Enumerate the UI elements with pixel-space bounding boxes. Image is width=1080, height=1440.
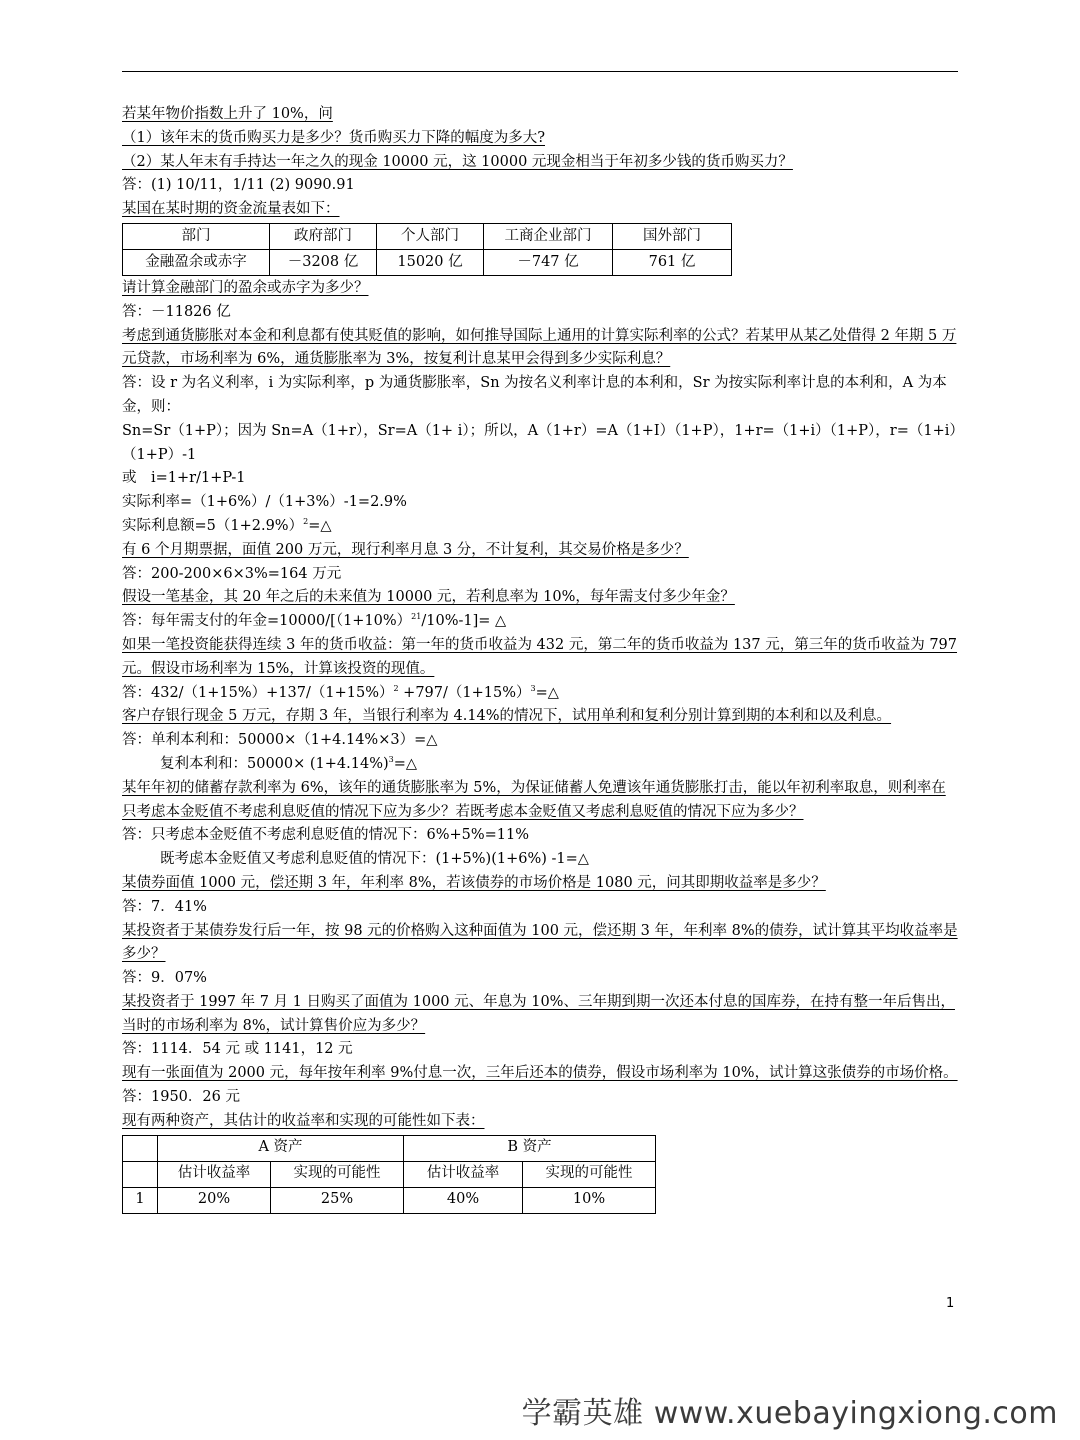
formula-part: +797/（1+15%） [398,684,531,701]
table-row [123,1187,656,1213]
table-header-cell: 估计收益率 [404,1161,523,1187]
answer-text: 答：1114．54 元 或 1141，12 元 [122,1041,353,1058]
question-text: 某投资者于某债券发行后一年，按 98 元的价格购入这种面值为 100 元，偿还期 3 年，年利率 8%的债券，试计算其平均收益率是多少？ [122,922,958,963]
formula-part: =△ [393,755,418,772]
formula-text: 或 i=1+r/1+P-1 [122,470,246,487]
table-header-cell: 部门 [123,223,270,249]
answer-text: 答：单利本利和：50000×（1+4.14%×3）=△ [122,732,438,749]
question-text: （2）某人年末有手持达一年之久的现金 10000 元，这 10000 元现金相当于年初多少钱的货币购买力？ [122,153,793,170]
formula-part: 答：432/（1+15%）+137/（1+15%） [122,684,394,701]
formula-part: =△ [535,684,559,701]
formula-part: 实际利息额=5（1+2.9%） [122,517,304,534]
table-header-cell: 个人部门 [377,223,484,249]
table-corner-cell [123,1135,158,1161]
question-text: 某国在某时期的资金流量表如下： [122,201,340,218]
exponent: 3 [388,754,394,764]
table-cell: 20% [158,1187,271,1213]
exponent: 2 [303,516,309,526]
question-text: 考虑到通货膨胀对本金和利息都有使其贬值的影响，如何推导国际上通用的计算实际利率的公式？若某甲从某乙处借得 2 年期 5 万元贷款，市场利率为 6%，通货膨胀率为 3%，按复利计息某甲会得到多少实际利息？ [122,327,957,368]
answer-text: 答：9．07% [122,970,207,987]
answer-text [122,610,958,634]
table-cell: 金融盈余或赤字 [123,249,270,275]
table-group-header: B 资产 [404,1135,656,1161]
exponent: 3 [530,683,536,693]
formula-part: =△ [308,517,332,534]
table-cell: 15020 亿 [377,249,484,275]
question-text: 客户存银行现金 5 万元，存期 3 年，当银行利率为 4.14%的情况下，试用单利和复利分别计算到期的本利和以及利息。 [122,708,892,725]
question-text: 现有一张面值为 2000 元，每年按年利率 9%付息一次，三年后还本的债券，假设市场利率为 10%，试计算这张债券的市场价格。 [122,1065,958,1082]
document-body [122,103,958,1214]
question-text: （1）该年末的货币购买力是多少？货币购买力下降的幅度为多大? [122,129,545,146]
question-text: 如果一笔投资能获得连续 3 年的货币收益：第一年的货币收益为 432 元，第二年的货币收益为 137 元，第三年的货币收益为 797 元。假设市场利率为 15%，计算该投资的现值。 [122,636,958,677]
answer-text: 既考虑本金贬值又考虑利息贬值的情况下：(1+5%)(1+6%) -1=△ [160,851,589,868]
table-cell: －3208 亿 [270,249,377,275]
formula-text [122,515,958,539]
answer-text: 答：－11826 亿 [122,303,231,320]
table-header-cell: 政府部门 [270,223,377,249]
question-text: 现有两种资产，其估计的收益率和实现的可能性如下表： [122,1112,485,1129]
formula-part: 答：每年需支付的年金=10000/[（1+10%） [122,613,412,630]
table-cell: 25% [271,1187,404,1213]
exponent: 2 [393,683,399,693]
table-row [123,1135,656,1161]
table-corner-cell [123,1161,158,1187]
table-header-cell: 实现的可能性 [271,1161,404,1187]
fund-flow-table [122,223,732,276]
table-row [123,1161,656,1187]
answer-text: 答：1950．26 元 [122,1089,240,1106]
answer-text: 答：设 r 为名义利率，i 为实际利率，p 为通货膨胀率，Sn 为按名义利率计息的本利和，Sr 为按实际利率计息的本利和，A 为本金，则： [122,375,947,415]
header-rule [122,71,958,72]
table-cell: 40% [404,1187,523,1213]
answer-text: 答：(1) 10/11，1/11 (2) 9090.91 [122,177,355,194]
page-number: 1 [946,1296,955,1311]
formula-text: 实际利率=（1+6%）/（1+3%）-1=2.9% [122,494,407,511]
table-row [123,249,732,275]
answer-text [122,753,958,777]
formula-part: 复利本利和：50000× (1+4.14%) [160,755,389,772]
asset-return-table [122,1135,656,1214]
exponent: 21 [411,612,422,622]
table-cell: －747 亿 [484,249,613,275]
table-header-cell: 估计收益率 [158,1161,271,1187]
question-text: 假设一笔基金，其 20 年之后的未来值为 10000 元，若利息率为 10%，每年需支付多少年金？ [122,589,735,606]
formula-text: Sn=Sr（1+P）；因为 Sn=A（1+r），Sr=A（1+ i）；所以，A（1+r）=A（1+I）（1+P），1+r=（1+i）（1+P），r=（1+i）（1+P）-1 [122,422,957,463]
question-text: 请计算金融部门的盈余或赤字为多少？ [122,279,369,296]
question-text: 若某年物价指数上升了 10%，问 [122,106,333,122]
question-text: 某投资者于 1997 年 7 月 1 日购买了面值为 1000 元、年息为 10%、三年期到期一次还本付息的国库券，在持有整一年后售出，当时的市场利率为 8%，试计算售价应为多少？ [122,993,955,1034]
formula-part: /10%-1]= △ [421,613,507,630]
answer-text: 答：7．41% [122,898,207,915]
table-cell: 10% [523,1187,656,1213]
answer-text [122,682,958,706]
question-text: 有 6 个月期票据，面值 200 万元，现行利率月息 3 分，不计复利，其交易价格是多少？ [122,541,689,558]
table-header-cell: 实现的可能性 [523,1161,656,1187]
table-header-cell: 工商企业部门 [484,223,613,249]
table-cell: 1 [123,1187,158,1213]
table-cell: 761 亿 [613,249,732,275]
question-text: 某债券面值 1000 元，偿还期 3 年，年利率 8%，若该债券的市场价格是 1080 元，问其即期收益率是多少？ [122,874,826,891]
table-group-header: A 资产 [158,1135,404,1161]
table-header-cell: 国外部门 [613,223,732,249]
site-watermark: 学霸英雄 www.xuebayingxiong.com [521,1396,1058,1431]
table-row [123,223,732,249]
answer-text: 答：只考虑本金贬值不考虑利息贬值的情况下：6%+5%=11% [122,827,530,844]
answer-text: 答：200-200×6×3%=164 万元 [122,565,342,582]
question-text: 某年年初的储蓄存款利率为 6%，该年的通货膨胀率为 5%，为保证储蓄人免遭该年通货膨胀打击，能以年初利率取息，则利率在只考虑本金贬值不考虑利息贬值的情况下应为多少？若既考虑本金贬值又考虑利息贬值的情况下应为多少？ [122,779,946,820]
